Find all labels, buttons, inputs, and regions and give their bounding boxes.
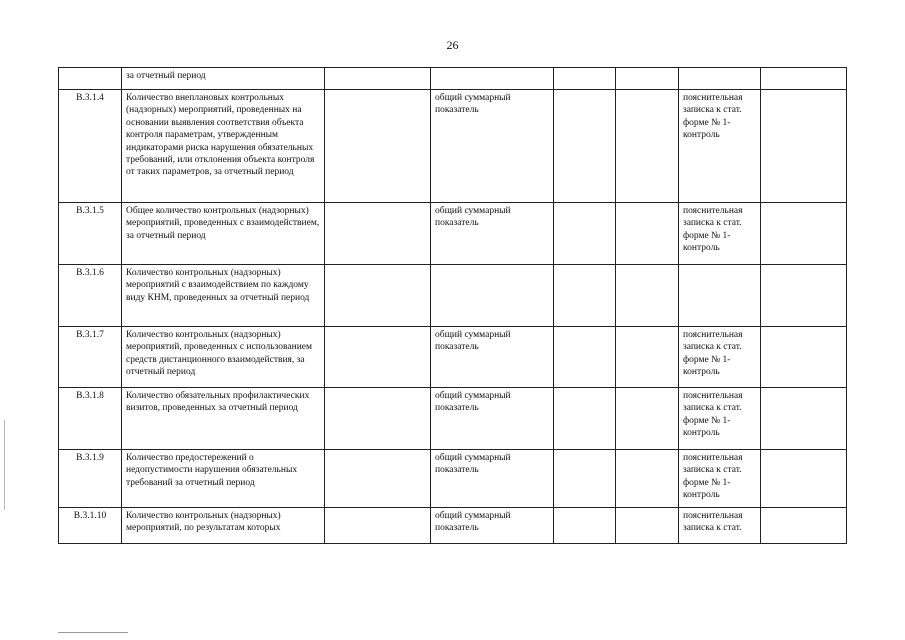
cell-empty [554,265,616,327]
cell-indicator-name: Количество контрольных (надзорных) мероприятий с взаимодействием по каждому виду КНМ, проведенных за отчетный период [122,265,325,327]
cell-empty [616,388,679,450]
cell-empty [554,90,616,203]
cell-empty [325,68,431,90]
cell-indicator-name: Количество обязательных профилактических визитов, проведенных за отчетный период [122,388,325,450]
cell-measure-type: общий суммарный показатель [431,203,554,265]
cell-code: В.3.1.7 [59,327,122,388]
cell-code: В.3.1.5 [59,203,122,265]
table-row [59,388,847,450]
cell-measure-type: общий суммарный показатель [431,508,554,544]
cell-empty [554,203,616,265]
table-row [59,90,847,203]
cell-empty [761,90,847,203]
cell-empty [616,327,679,388]
cell-empty [761,388,847,450]
cell-empty [761,203,847,265]
cell-measure-type: общий суммарный показатель [431,327,554,388]
cell-measure-type [431,265,554,327]
cell-measure-type: общий суммарный показатель [431,90,554,203]
cell-measure-type: общий суммарный показатель [431,388,554,450]
table-row-continuation [59,68,847,90]
cell-empty [554,508,616,544]
cell-empty [554,388,616,450]
cell-empty [761,508,847,544]
cell-empty [616,68,679,90]
cell-measure-type: общий суммарный показатель [431,450,554,508]
cell-empty [325,508,431,544]
cell-empty [554,327,616,388]
cell-empty [325,203,431,265]
cell-empty [616,450,679,508]
table-row [59,327,847,388]
cell-code: В.3.1.9 [59,450,122,508]
cell-source: пояснительная записка к стат. форме № 1-контроль [679,90,761,203]
cell-source [679,68,761,90]
page-number: 26 [446,38,459,52]
cell-indicator-name: Количество контрольных (надзорных) мероприятий, по результатам которых [122,508,325,544]
cell-empty [325,265,431,327]
cell-indicator-name: за отчетный период [122,68,325,90]
scan-edge-mark [4,420,5,510]
cell-code: В.3.1.10 [59,508,122,544]
cell-source: пояснительная записка к стат. форме № 1-контроль [679,327,761,388]
cell-empty [616,508,679,544]
table-row [59,265,847,327]
cell-code: В.3.1.8 [59,388,122,450]
bottom-rule [58,632,128,633]
cell-empty [325,327,431,388]
cell-source: пояснительная записка к стат. форме № 1-контроль [679,388,761,450]
cell-empty [761,68,847,90]
cell-empty [325,388,431,450]
table-row [59,203,847,265]
cell-source: пояснительная записка к стат. форме № 1-контроль [679,450,761,508]
cell-empty [761,450,847,508]
cell-indicator-name: Общее количество контрольных (надзорных) мероприятий, проведенных с взаимодействием, за отчетный период [122,203,325,265]
cell-source: пояснительная записка к стат. [679,508,761,544]
cell-source [679,265,761,327]
cell-code [59,68,122,90]
cell-empty [761,327,847,388]
cell-empty [325,90,431,203]
cell-empty [616,203,679,265]
cell-empty [616,265,679,327]
cell-measure-type [431,68,554,90]
cell-empty [761,265,847,327]
cell-empty [554,450,616,508]
table-row [59,450,847,508]
cell-empty [325,450,431,508]
table-row [59,508,847,544]
cell-code: В.3.1.4 [59,90,122,203]
cell-indicator-name: Количество предостережений о недопустимости нарушения обязательных требований за отчетный период [122,450,325,508]
cell-empty [554,68,616,90]
indicator-table [58,67,847,544]
cell-empty [616,90,679,203]
cell-indicator-name: Количество контрольных (надзорных) мероприятий, проведенных с использованием средств дистанционного взаимодействия, за отчетный период [122,327,325,388]
cell-source: пояснительная записка к стат. форме № 1-контроль [679,203,761,265]
cell-code: В.3.1.6 [59,265,122,327]
cell-indicator-name: Количество внеплановых контрольных (надзорных) мероприятий, проведенных на основании выявления соответствия объекта контроля параметрам, утвержденным индикаторами риска нарушения обязательных требований, или отклонения объекта контроля от таких параметров, за отчетный период [122,90,325,203]
